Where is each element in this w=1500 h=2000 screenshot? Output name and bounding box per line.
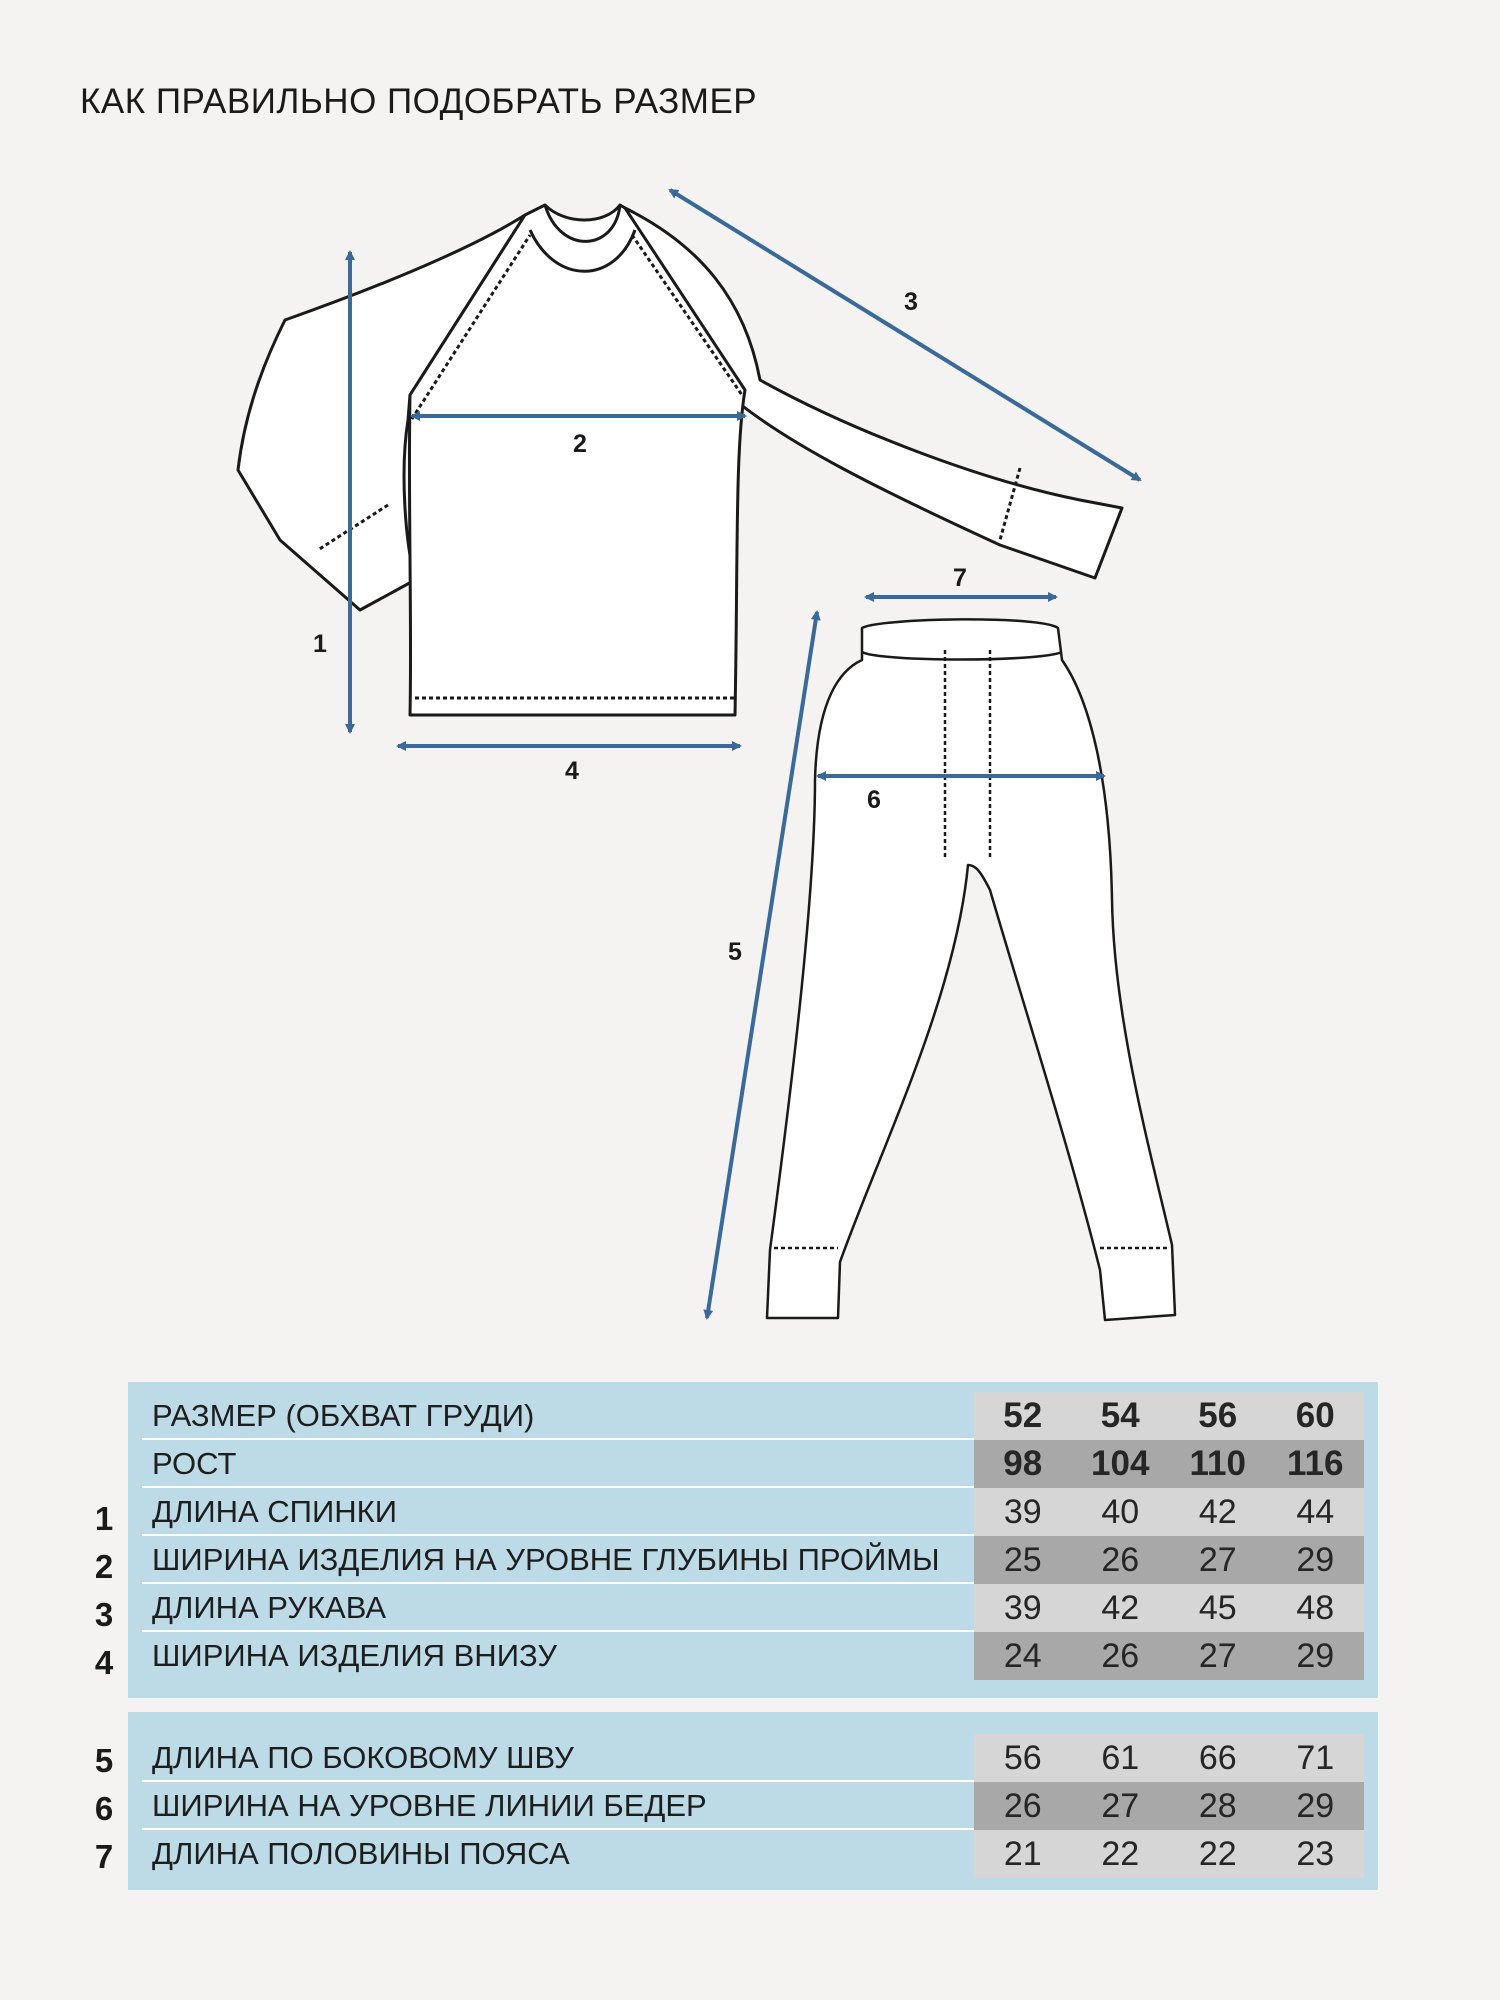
table-row (128, 1536, 1378, 1584)
dimension-label-1: 1 (313, 630, 327, 658)
cell: 52 (1003, 1396, 1043, 1435)
cell: 40 (1101, 1493, 1140, 1531)
cell: 56 (1198, 1396, 1238, 1435)
cell: 61 (1101, 1739, 1140, 1777)
row-label: ШИРИНА НА УРОВНЕ ЛИНИИ БЕДЕР (152, 1788, 707, 1823)
size-table-top (128, 1382, 1378, 1698)
dimension-label-6: 6 (867, 786, 881, 814)
table-row (128, 1584, 1378, 1632)
cell: 23 (1296, 1835, 1335, 1873)
table-row (128, 1632, 1378, 1680)
cell: 26 (1101, 1637, 1140, 1675)
cell: 39 (1003, 1493, 1042, 1531)
cell: 26 (1003, 1787, 1042, 1825)
table-row (128, 1392, 1378, 1440)
row-number: 1 (94, 1500, 114, 1537)
row-label: ДЛИНА ПОЛОВИНЫ ПОЯСА (152, 1836, 570, 1871)
row-label: ДЛИНА РУКАВА (152, 1590, 387, 1625)
row-label: ШИРИНА ИЗДЕЛИЯ ВНИЗУ (152, 1638, 558, 1673)
table-row (128, 1488, 1378, 1536)
cell: 27 (1198, 1637, 1237, 1675)
page-title: КАК ПРАВИЛЬНО ПОДОБРАТЬ РАЗМЕР (80, 82, 758, 121)
pants-drawing (767, 619, 1175, 1320)
row-label: ДЛИНА ПО БОКОВОМУ ШВУ (152, 1740, 574, 1775)
cell: 42 (1101, 1589, 1140, 1627)
dimension-label-4: 4 (565, 757, 579, 785)
dimension-label-2: 2 (573, 430, 587, 458)
cell: 116 (1287, 1444, 1344, 1483)
cell: 98 (1003, 1444, 1043, 1483)
cell: 48 (1296, 1589, 1335, 1627)
cell: 44 (1296, 1493, 1335, 1531)
cell: 22 (1101, 1835, 1140, 1873)
cell: 25 (1003, 1541, 1042, 1579)
row-number: 2 (94, 1548, 114, 1585)
cell: 104 (1091, 1444, 1150, 1483)
cell: 28 (1198, 1787, 1237, 1825)
cell: 26 (1101, 1541, 1140, 1579)
dimension-label-7: 7 (953, 564, 967, 592)
table-row (128, 1782, 1378, 1830)
cell: 54 (1100, 1396, 1140, 1435)
row-number: 6 (94, 1790, 114, 1827)
cell: 60 (1295, 1396, 1335, 1435)
row-number: 4 (94, 1644, 114, 1681)
cell: 56 (1003, 1739, 1042, 1777)
row-label: ШИРИНА ИЗДЕЛИЯ НА УРОВНЕ ГЛУБИНЫ ПРОЙМЫ (152, 1542, 940, 1577)
row-label: РАЗМЕР (ОБХВАТ ГРУДИ) (152, 1398, 535, 1433)
cell: 42 (1198, 1493, 1237, 1531)
row-label: ДЛИНА СПИНКИ (152, 1494, 397, 1529)
cell: 22 (1198, 1835, 1237, 1873)
cell: 27 (1101, 1787, 1140, 1825)
dimension-label-3: 3 (904, 288, 918, 316)
cell: 71 (1296, 1739, 1335, 1777)
cell: 110 (1189, 1444, 1246, 1483)
cell: 24 (1003, 1637, 1042, 1675)
cell: 29 (1296, 1637, 1335, 1675)
table-row (128, 1734, 1378, 1782)
cell: 66 (1198, 1739, 1237, 1777)
table-row (128, 1830, 1378, 1878)
row-label: РОСТ (152, 1446, 237, 1481)
size-table-bottom (128, 1712, 1378, 1890)
cell: 29 (1296, 1541, 1335, 1579)
table-row (128, 1440, 1378, 1488)
row-number: 5 (94, 1742, 114, 1779)
cell: 39 (1003, 1589, 1042, 1627)
row-number: 7 (94, 1838, 114, 1875)
dimension-label-5: 5 (728, 938, 742, 966)
cell: 29 (1296, 1787, 1335, 1825)
cell: 27 (1198, 1541, 1237, 1579)
cell: 45 (1198, 1589, 1237, 1627)
row-number: 3 (94, 1596, 114, 1633)
cell: 21 (1003, 1835, 1042, 1873)
